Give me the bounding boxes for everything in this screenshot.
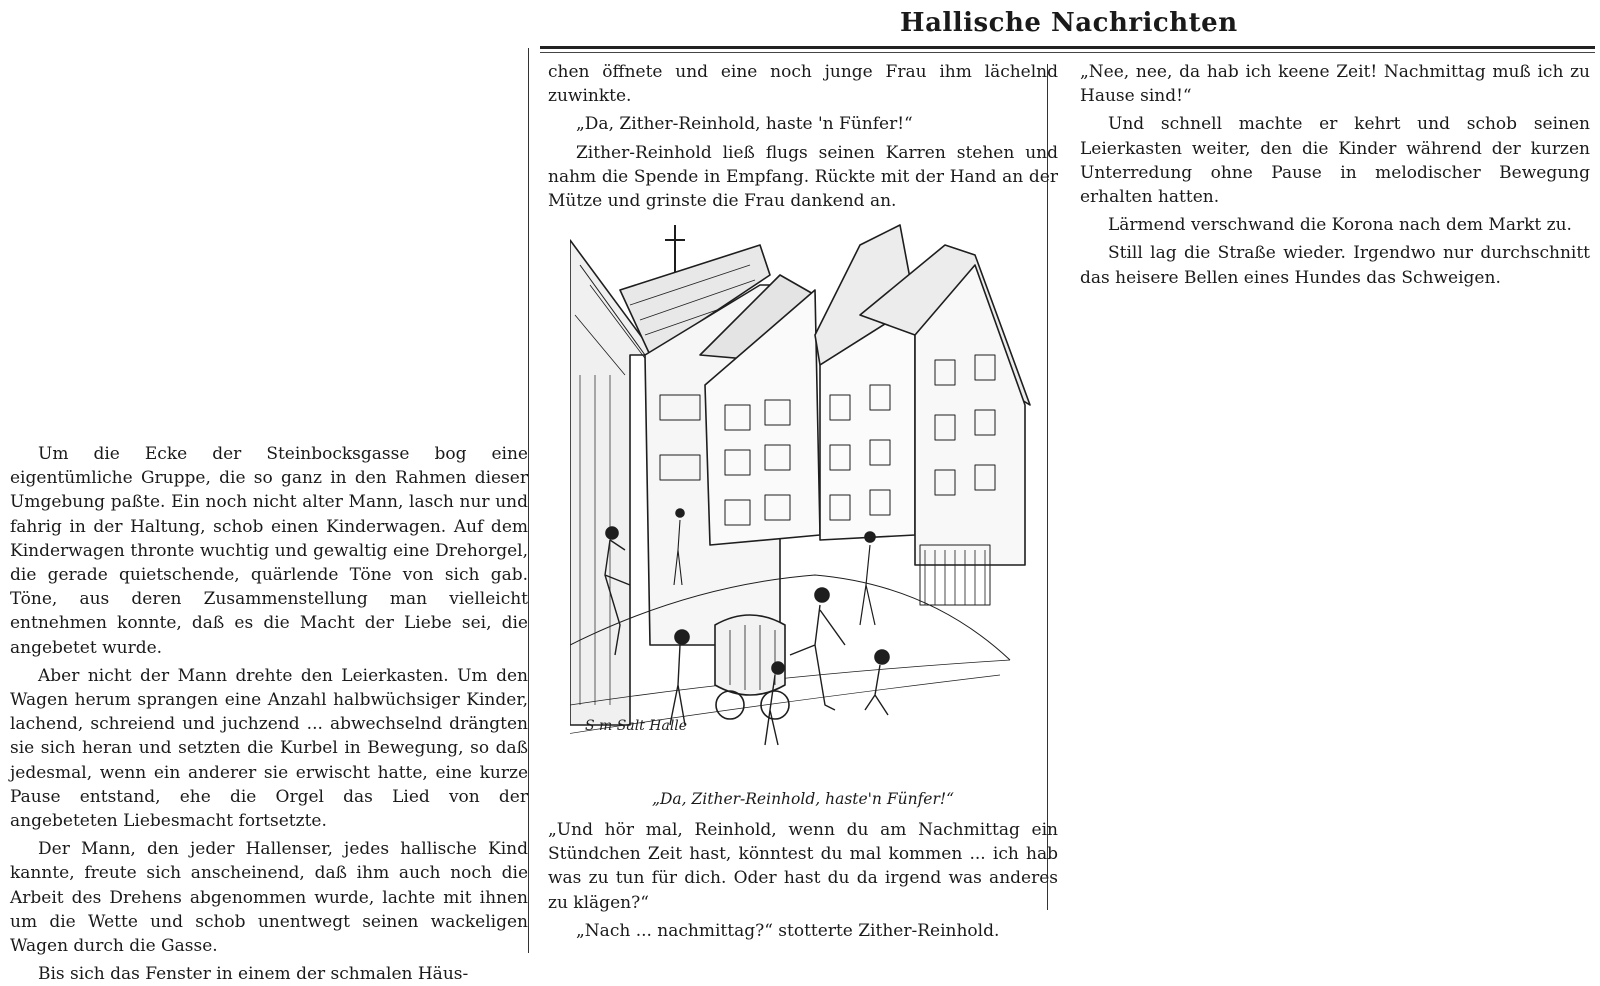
paragraph: Lärmend verschwand die Korona nach dem Markt zu. <box>1108 215 1572 236</box>
paragraph: „Nee, nee, da hab ich keene Zeit! Nachmittag muß ich zu Hause sind!“ <box>1080 62 1590 107</box>
illustration-signature: S m Salt Halle <box>585 718 688 734</box>
paragraph: Bis sich das Fenster in einem der schmalen Häus- <box>38 964 469 985</box>
article-column-right <box>1080 60 1590 290</box>
article-column-middle-top <box>548 60 1058 213</box>
paragraph: Und schnell machte er kehrt und schob seinen Leierkasten weiter, den die Kinder während der kurzen Unterredung ohne Pause in melodischer Bewegung erhalten hatten. <box>1080 114 1590 208</box>
illustration-caption: „Da, Zither-Reinhold, haste'n Fünfer!“ <box>651 790 955 808</box>
column-divider-left <box>528 48 529 953</box>
article-column-left <box>10 442 528 986</box>
newspaper-section-title: Hallische Nachrichten <box>900 8 1238 38</box>
article-column-middle-bottom <box>548 818 1058 943</box>
paragraph: Um die Ecke der Steinbocksgasse bog eine eigentümliche Gruppe, die so ganz in den Rahmen dieser Umgebung paßte. Ein noch nicht alter Mann, lasch nur und fahrig in der Haltung, schob einen Kinderwagen. Auf dem Kinderwagen thronte wuchtig und gewaltig eine Drehorgel, die gerade quietschende, quärlende Töne von sich gab. Töne, aus deren Zusammenstellung man vielleicht entnehmen konnte, daß es die Macht der Liebe sei, die angebetet wurde. <box>10 444 528 658</box>
street-scene-illustration <box>570 205 1060 765</box>
header-rule <box>540 46 1595 49</box>
paragraph: chen öffnete und eine noch junge Frau ihm lächelnd zuwinkte. <box>548 62 1058 107</box>
header-rule-thin <box>540 52 1595 53</box>
paragraph: Zither-Reinhold ließ flugs seinen Karren stehen und nahm die Spende in Empfang. Rückte mit der Hand an der Mütze und grinste die Frau dankend an. <box>548 142 1058 212</box>
paragraph: „Und hör mal, Reinhold, wenn du am Nachmittag ein Stündchen Zeit hast, könntest du mal kommen ... ich hab was zu tun für dich. Oder hast du da irgend was anderes zu klägen?“ <box>548 820 1058 913</box>
paragraph: „Da, Zither-Reinhold, haste 'n Fünfer!“ <box>576 114 913 135</box>
paragraph: Der Mann, den jeder Hallenser, jedes hallische Kind kannte, freute sich anscheinend, daß ihm auch noch die Arbeit des Drehens abgenommen wurde, lachte mit ihnen um die Wette und schob unentwegt seinen wackeligen Wagen durch die Gasse. <box>10 839 528 957</box>
paragraph: „Nach ... nachmittag?“ stotterte Zither-Reinhold. <box>576 920 1000 941</box>
paragraph: Aber nicht der Mann drehte den Leierkasten. Um den Wagen herum sprangen eine Anzahl halbwüchsiger Kinder, lachend, schreiend und juchzend ... abwechselnd drängten sie sich heran und setzten die Kurbel in Bewegung, so daß jedesmal, wenn ein anderer sie erwischt hatte, eine kurze Pause entstand, ehe die Orgel das Lied von der angebeteten Liebesmacht fortsetzte. <box>10 665 528 832</box>
paragraph: Still lag die Straße wieder. Irgendwo nur durchschnitt das heisere Bellen eines Hundes das Schweigen. <box>1080 243 1590 288</box>
